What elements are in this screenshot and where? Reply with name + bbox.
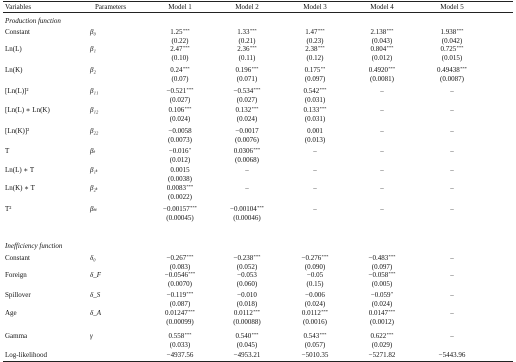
coefficient-value: – bbox=[380, 106, 384, 114]
parameter-symbol: β₂ bbox=[90, 66, 96, 74]
parameter-symbol: δ_F bbox=[90, 271, 102, 279]
coefficient-value: −0.059 bbox=[370, 291, 391, 299]
significance-stars: *** bbox=[386, 332, 394, 337]
coefficient-value: 0.622 bbox=[370, 332, 387, 340]
parameter-symbol: β₂ₜ bbox=[90, 184, 98, 192]
standard-error: (0.00046) bbox=[233, 214, 261, 222]
coefficient-value: 0.0112 bbox=[233, 309, 253, 317]
coefficient-value: 1.25 bbox=[170, 28, 183, 36]
significance-stars: *** bbox=[319, 106, 327, 111]
coefficient-cell bbox=[380, 87, 384, 95]
coefficient-cell bbox=[450, 87, 454, 95]
standard-error: (0.00045) bbox=[166, 214, 194, 222]
coefficient-cell bbox=[380, 184, 384, 192]
coefficient-value: 2.38 bbox=[305, 45, 318, 53]
coefficient-value: −0.058 bbox=[368, 271, 389, 279]
top-rule bbox=[3, 1, 513, 2]
variable-label: Constant bbox=[5, 254, 30, 262]
significance-stars: *** bbox=[321, 254, 329, 259]
coefficient-value: – bbox=[380, 147, 384, 155]
coefficient-value: −0.276 bbox=[301, 254, 322, 262]
coefficient-cell bbox=[167, 291, 194, 299]
coefficient-cell bbox=[245, 166, 249, 174]
coefficient-value: −0.010 bbox=[237, 291, 257, 299]
variable-label: Gamma bbox=[5, 332, 28, 340]
coefficient-cell bbox=[441, 45, 464, 53]
coefficient-value: 1.33 bbox=[237, 28, 250, 36]
standard-error: (0.029) bbox=[371, 341, 393, 349]
coefficient-value: 0.01247 bbox=[165, 309, 188, 317]
coefficient-cell bbox=[305, 291, 325, 299]
variable-label: T² bbox=[5, 205, 12, 213]
significance-stars: *** bbox=[186, 184, 194, 189]
coefficient-cell bbox=[165, 309, 195, 317]
standard-error: (0.0068) bbox=[235, 156, 259, 164]
parameter-symbol: β₁ₜ bbox=[90, 166, 98, 174]
standard-error: (0.07) bbox=[171, 75, 189, 83]
standard-error: (0.012) bbox=[371, 54, 393, 62]
coefficient-value: −0.534 bbox=[233, 87, 254, 95]
coefficient-cell bbox=[170, 28, 189, 36]
standard-error: (0.018) bbox=[236, 300, 258, 308]
coefficient-value: – bbox=[245, 166, 249, 174]
standard-error: (0.027) bbox=[169, 96, 191, 104]
coefficient-value: 0.4920 bbox=[368, 66, 389, 74]
parameter-symbol: β₁₂ bbox=[90, 106, 99, 114]
variable-label: Ln(L) ∗ T bbox=[5, 166, 35, 174]
coefficient-cell bbox=[441, 28, 464, 36]
standard-error: (0.0038) bbox=[168, 175, 192, 183]
standard-error: (0.00088) bbox=[233, 318, 261, 326]
coefficient-value: −0.267 bbox=[166, 254, 187, 262]
parameter-symbol: β₁₁ bbox=[90, 87, 99, 95]
significance-stars: * bbox=[188, 147, 192, 152]
significance-stars: *** bbox=[388, 66, 396, 71]
coefficient-value: 0.49438 bbox=[437, 66, 460, 74]
parameter-symbol: δ_A bbox=[90, 309, 102, 317]
coefficient-value: – bbox=[380, 184, 384, 192]
coefficient-value: – bbox=[245, 184, 249, 192]
significance-stars: *** bbox=[456, 45, 464, 50]
coefficient-cell bbox=[450, 127, 454, 135]
coefficient-value: −0.0546 bbox=[164, 271, 189, 279]
coefficient-cell bbox=[237, 271, 257, 279]
coefficient-cell bbox=[450, 254, 454, 262]
column-header: Model 2 bbox=[235, 3, 259, 11]
coefficient-value: – bbox=[450, 254, 454, 262]
coefficient-cell bbox=[369, 271, 396, 279]
coefficient-cell bbox=[245, 184, 249, 192]
significance-stars: *** bbox=[188, 309, 195, 314]
coefficient-value: 0.175 bbox=[304, 66, 321, 74]
coefficient-cell bbox=[234, 254, 261, 262]
coefficient-cell bbox=[450, 184, 454, 192]
significance-stars: *** bbox=[257, 205, 264, 210]
coefficient-cell bbox=[169, 106, 192, 114]
standard-error: (0.0012) bbox=[370, 318, 394, 326]
parameter-symbol: β₂₂ bbox=[90, 127, 99, 135]
coefficient-cell bbox=[167, 254, 194, 262]
significance-stars: *** bbox=[319, 87, 327, 92]
coefficient-cell bbox=[237, 45, 256, 53]
coefficient-value: 0.804 bbox=[370, 45, 387, 53]
coefficient-cell bbox=[450, 106, 454, 114]
significance-stars: *** bbox=[388, 309, 396, 314]
standard-error: (0.015) bbox=[441, 54, 463, 62]
coefficient-cell bbox=[304, 106, 327, 114]
coefficient-value: −0.483 bbox=[368, 254, 389, 262]
standard-error: (0.024) bbox=[304, 300, 326, 308]
coefficient-value: – bbox=[313, 184, 317, 192]
standard-error: (0.0073) bbox=[168, 136, 192, 144]
variable-label: Age bbox=[5, 309, 17, 317]
standard-error: (0.033) bbox=[169, 341, 191, 349]
significance-stars: *** bbox=[184, 106, 192, 111]
significance-stars: *** bbox=[186, 254, 194, 259]
significance-stars: * bbox=[390, 291, 394, 296]
standard-error: (0.060) bbox=[236, 280, 258, 288]
standard-error: (0.013) bbox=[304, 136, 326, 144]
coefficient-cell bbox=[305, 66, 326, 74]
variable-label: [Ln(L) ∗ Ln(K) bbox=[5, 106, 50, 114]
parameter-symbol: βₜ bbox=[90, 147, 96, 155]
standard-error: (0.042) bbox=[441, 37, 463, 45]
log-likelihood-value: −4953.21 bbox=[233, 351, 261, 359]
column-header: Variables bbox=[5, 3, 32, 11]
significance-stars: *** bbox=[386, 28, 394, 33]
coefficient-value: 0.0306 bbox=[233, 147, 254, 155]
coefficient-cell bbox=[450, 291, 454, 299]
coefficient-value: 0.558 bbox=[168, 332, 185, 340]
log-likelihood-value: −5010.35 bbox=[301, 351, 329, 359]
coefficient-value: −0.006 bbox=[305, 291, 325, 299]
variable-label: [Ln(K)]² bbox=[5, 127, 30, 135]
parameter-symbol: δ₀ bbox=[90, 254, 96, 262]
standard-error: (0.057) bbox=[304, 341, 326, 349]
standard-error: (0.23) bbox=[306, 37, 324, 45]
section-title: Inefficiency function bbox=[5, 242, 63, 250]
coefficient-cell bbox=[236, 332, 259, 340]
standard-error: (0.0070) bbox=[168, 280, 192, 288]
coefficient-cell bbox=[302, 254, 329, 262]
standard-error: (0.11) bbox=[238, 54, 256, 62]
coefficient-cell bbox=[234, 147, 260, 155]
coefficient-cell bbox=[236, 66, 259, 74]
standard-error: (0.12) bbox=[306, 54, 324, 62]
significance-stars: *** bbox=[317, 45, 325, 50]
coefficient-value: −0.00104 bbox=[230, 205, 257, 213]
standard-error: (0.027) bbox=[236, 96, 258, 104]
coefficient-value: – bbox=[450, 309, 454, 317]
coefficient-value: 0.542 bbox=[303, 87, 320, 95]
standard-error: (0.052) bbox=[236, 263, 258, 271]
coefficient-value: – bbox=[450, 147, 454, 155]
coefficient-value: – bbox=[380, 87, 384, 95]
coefficient-value: – bbox=[313, 205, 317, 213]
coefficient-cell bbox=[437, 66, 467, 74]
standard-error: (0.083) bbox=[169, 263, 191, 271]
standard-error: (0.0022) bbox=[168, 193, 192, 201]
log-likelihood-value: −5271.82 bbox=[368, 351, 396, 359]
coefficient-cell bbox=[369, 66, 395, 74]
significance-stars: *** bbox=[253, 309, 261, 314]
coefficient-value: 0.133 bbox=[303, 106, 320, 114]
significance-stars: *** bbox=[388, 254, 396, 259]
coefficient-cell bbox=[380, 205, 384, 213]
parameter-symbol: β₀ bbox=[90, 28, 96, 36]
significance-stars: *** bbox=[251, 106, 259, 111]
column-header: Parameters bbox=[95, 3, 127, 11]
coefficient-value: −0.016 bbox=[168, 147, 189, 155]
significance-stars: *** bbox=[321, 309, 329, 314]
coefficient-value: 0.0083 bbox=[166, 184, 187, 192]
standard-error: (0.024) bbox=[169, 115, 191, 123]
coefficient-value: 0.725 bbox=[440, 45, 457, 53]
coefficient-cell bbox=[305, 28, 324, 36]
standard-error: (0.090) bbox=[304, 263, 326, 271]
coefficient-cell bbox=[302, 309, 328, 317]
coefficient-cell bbox=[450, 147, 454, 155]
coefficient-value: 0.0112 bbox=[301, 309, 321, 317]
standard-error: (0.031) bbox=[304, 115, 326, 123]
coefficient-cell bbox=[450, 205, 454, 213]
coefficient-cell bbox=[369, 309, 395, 317]
variable-label: Ln(K) bbox=[5, 66, 23, 74]
significance-stars: *** bbox=[460, 66, 467, 71]
coefficient-cell bbox=[304, 332, 327, 340]
coefficient-cell bbox=[170, 45, 189, 53]
coefficient-value: – bbox=[313, 166, 317, 174]
column-header: Model 5 bbox=[440, 3, 464, 11]
coefficient-cell bbox=[450, 166, 454, 174]
coefficient-cell bbox=[313, 147, 317, 155]
coefficient-value: 0.196 bbox=[235, 66, 252, 74]
coefficient-value: – bbox=[313, 147, 317, 155]
coefficient-value: – bbox=[450, 106, 454, 114]
significance-stars: ** bbox=[320, 66, 326, 71]
standard-error: (0.097) bbox=[371, 263, 393, 271]
significance-stars: *** bbox=[386, 45, 394, 50]
coefficient-cell bbox=[170, 66, 189, 74]
coefficient-value: 1.47 bbox=[305, 28, 318, 36]
coefficient-value: 0.106 bbox=[168, 106, 185, 114]
parameter-symbol: β₁ bbox=[90, 45, 96, 53]
significance-stars: *** bbox=[190, 205, 197, 210]
coefficient-cell bbox=[313, 166, 317, 174]
coefficient-cell bbox=[304, 87, 327, 95]
section-title: Production function bbox=[5, 17, 61, 25]
coefficient-cell bbox=[371, 332, 394, 340]
coefficient-value: – bbox=[450, 184, 454, 192]
coefficient-cell bbox=[167, 87, 194, 95]
coefficient-value: 0.540 bbox=[235, 332, 252, 340]
coefficient-value: 0.0015 bbox=[170, 166, 190, 174]
coefficient-cell bbox=[371, 291, 393, 299]
standard-error: (0.00099) bbox=[166, 318, 194, 326]
standard-error: (0.15) bbox=[306, 280, 324, 288]
standard-error: (0.0076) bbox=[235, 136, 259, 144]
coefficient-value: – bbox=[380, 127, 384, 135]
standard-error: (0.0081) bbox=[370, 75, 394, 83]
coefficient-cell bbox=[450, 332, 454, 340]
variable-label: Spillover bbox=[5, 291, 31, 299]
log-likelihood-value: −4937.56 bbox=[166, 351, 194, 359]
coefficient-cell bbox=[234, 87, 261, 95]
significance-stars: *** bbox=[186, 291, 194, 296]
coefficient-cell bbox=[237, 28, 256, 36]
coefficient-cell bbox=[163, 205, 197, 213]
coefficient-value: 0.132 bbox=[235, 106, 252, 114]
standard-error: (0.045) bbox=[236, 341, 258, 349]
coefficient-value: −0.0058 bbox=[168, 127, 192, 135]
significance-stars: *** bbox=[186, 87, 194, 92]
coefficient-cell bbox=[165, 271, 195, 279]
coefficient-value: 0.0147 bbox=[368, 309, 389, 317]
coefficient-cell bbox=[313, 184, 317, 192]
coefficient-cell bbox=[169, 147, 191, 155]
coefficient-value: 1.938 bbox=[440, 28, 457, 36]
standard-error: (0.024) bbox=[371, 300, 393, 308]
coefficient-cell bbox=[380, 106, 384, 114]
coefficient-value: −0.119 bbox=[166, 291, 187, 299]
standard-error: (0.21) bbox=[238, 37, 256, 45]
standard-error: (0.043) bbox=[371, 37, 393, 45]
variable-label: T bbox=[5, 147, 10, 155]
coefficient-value: 0.543 bbox=[303, 332, 320, 340]
significance-stars: *** bbox=[253, 147, 261, 152]
coefficient-cell bbox=[169, 332, 192, 340]
coefficient-cell bbox=[380, 127, 384, 135]
standard-error: (0.0087) bbox=[440, 75, 464, 83]
parameter-symbol: δ_S bbox=[90, 291, 101, 299]
coefficient-value: −0.05 bbox=[306, 271, 324, 279]
coefficient-value: −0.238 bbox=[233, 254, 254, 262]
standard-error: (0.0016) bbox=[303, 318, 327, 326]
significance-stars: *** bbox=[182, 66, 190, 71]
parameter-symbol: γ bbox=[90, 332, 93, 340]
significance-stars: *** bbox=[251, 66, 259, 71]
coefficient-value: 2.47 bbox=[170, 45, 183, 53]
coefficient-cell bbox=[380, 147, 384, 155]
significance-stars: *** bbox=[456, 28, 464, 33]
variable-label: Ln(K) ∗ T bbox=[5, 184, 35, 192]
significance-stars: *** bbox=[249, 28, 257, 33]
coefficient-cell bbox=[170, 166, 189, 174]
coefficient-cell bbox=[230, 205, 264, 213]
coefficient-cell bbox=[236, 106, 259, 114]
coefficient-cell bbox=[307, 271, 323, 279]
coefficient-value: – bbox=[450, 166, 454, 174]
coefficient-cell bbox=[235, 127, 258, 135]
coefficient-cell bbox=[167, 184, 193, 192]
variable-label: Log-likelihood bbox=[5, 351, 47, 359]
coefficient-value: 2.138 bbox=[370, 28, 387, 36]
significance-stars: *** bbox=[317, 28, 325, 33]
coefficient-cell bbox=[305, 45, 324, 53]
significance-stars: *** bbox=[188, 271, 196, 276]
variable-label: Constant bbox=[5, 28, 30, 36]
coefficient-cell bbox=[450, 271, 454, 279]
significance-stars: *** bbox=[182, 28, 190, 33]
coefficient-cell bbox=[369, 254, 396, 262]
standard-error: (0.10) bbox=[171, 54, 189, 62]
log-likelihood-value: −5443.96 bbox=[438, 351, 466, 359]
standard-error: (0.012) bbox=[169, 156, 191, 164]
coefficient-cell bbox=[234, 309, 260, 317]
coefficient-value: – bbox=[450, 271, 454, 279]
coefficient-value: – bbox=[450, 87, 454, 95]
coefficient-value: 0.001 bbox=[307, 127, 323, 135]
significance-stars: *** bbox=[251, 332, 259, 337]
standard-error: (0.005) bbox=[371, 280, 393, 288]
standard-error: (0.097) bbox=[304, 75, 326, 83]
coefficient-value: – bbox=[450, 205, 454, 213]
coefficient-value: – bbox=[450, 127, 454, 135]
coefficient-cell bbox=[313, 205, 317, 213]
standard-error: (0.031) bbox=[304, 96, 326, 104]
significance-stars: *** bbox=[253, 87, 261, 92]
standard-error: (0.024) bbox=[236, 115, 258, 123]
coefficient-cell bbox=[450, 309, 454, 317]
coefficient-cell bbox=[380, 166, 384, 174]
coefficient-cell bbox=[307, 127, 323, 135]
significance-stars: *** bbox=[319, 332, 327, 337]
coefficient-value: −0.053 bbox=[237, 271, 257, 279]
variable-label: [Ln(L)]² bbox=[5, 87, 29, 95]
coefficient-cell bbox=[168, 127, 191, 135]
column-header: Model 4 bbox=[370, 3, 394, 11]
standard-error: (0.22) bbox=[171, 37, 189, 45]
standard-error: (0.087) bbox=[169, 300, 191, 308]
column-header: Model 1 bbox=[168, 3, 192, 11]
parameter-symbol: βₜₜ bbox=[90, 205, 97, 213]
significance-stars: *** bbox=[388, 271, 396, 276]
standard-error: (0.071) bbox=[236, 75, 258, 83]
coefficient-value: −0.521 bbox=[166, 87, 187, 95]
coefficient-value: – bbox=[380, 205, 384, 213]
coefficient-value: – bbox=[450, 291, 454, 299]
header-rule bbox=[3, 12, 513, 13]
coefficient-value: −0.00157 bbox=[163, 205, 190, 213]
coefficient-value: 0.24 bbox=[170, 66, 183, 74]
significance-stars: *** bbox=[182, 45, 190, 50]
coefficient-value: – bbox=[450, 332, 454, 340]
column-header: Model 3 bbox=[303, 3, 327, 11]
coefficient-value: −0.0017 bbox=[235, 127, 259, 135]
coefficient-cell bbox=[237, 291, 257, 299]
variable-label: Ln(L) bbox=[5, 45, 22, 53]
significance-stars: *** bbox=[253, 254, 261, 259]
significance-stars: *** bbox=[184, 332, 192, 337]
variable-label: Foreign bbox=[5, 271, 27, 279]
coefficient-cell bbox=[371, 45, 394, 53]
coefficient-value: – bbox=[380, 166, 384, 174]
coefficient-cell bbox=[371, 28, 394, 36]
significance-stars: *** bbox=[249, 45, 257, 50]
coefficient-value: 2.36 bbox=[237, 45, 250, 53]
